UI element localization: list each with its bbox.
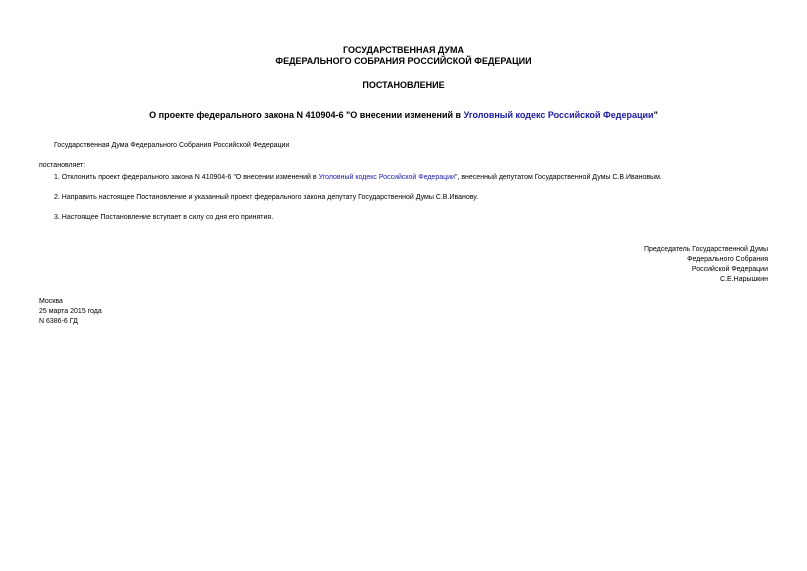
signature-name: С.Е.Нарышкин [720,276,768,283]
criminal-code-link-title[interactable]: Уголовный кодекс Российской Федерации [463,110,654,120]
document-title [0,110,807,121]
footer-city: Москва [39,298,63,305]
footer-date: 25 марта 2015 года [39,308,102,315]
item-2: 2. Направить настоящее Постановление и указанный проект федерального закона депутату Государственной Думы С.В.Иванову. [54,194,479,201]
issuer-text: Государственная Дума Федерального Собрания Российской Федерации [54,142,290,149]
signature-line-1: Председатель Государственной Думы [643,246,768,253]
item-1-text-after-link: ", внесенный депутатом Государственной Думы С.В.Ивановым. [454,174,662,181]
decides-text: постановляет: [39,162,86,169]
item-3: 3. Настоящее Постановление вступает в силу со дня его принятия. [54,214,274,221]
footer-number: N 6386-6 ГД [39,318,78,325]
signature-line-3: Российской Федерации [691,266,768,273]
criminal-code-link-item[interactable]: Уголовный кодекс Российской Федерации [318,174,455,181]
title-text-after-link: " [653,110,658,120]
signature-line-2: Федерального Собрания [687,256,768,263]
item-1-text-before-link: 1. Отклонить проект федерального закона N 410904-6 "О внесении изменений в [54,174,319,181]
item-1 [54,173,662,182]
org-name-line1: ГОСУДАРСТВЕННАЯ ДУМА [342,45,465,55]
org-name-line2: ФЕДЕРАЛЬНОГО СОБРАНИЯ РОССИЙСКОЙ ФЕДЕРАЦИИ [275,56,532,66]
title-text-before-link: О проекте федерального закона N 410904-6 "О внесении изменений в [149,110,464,120]
document-type: ПОСТАНОВЛЕНИЕ [362,80,445,90]
